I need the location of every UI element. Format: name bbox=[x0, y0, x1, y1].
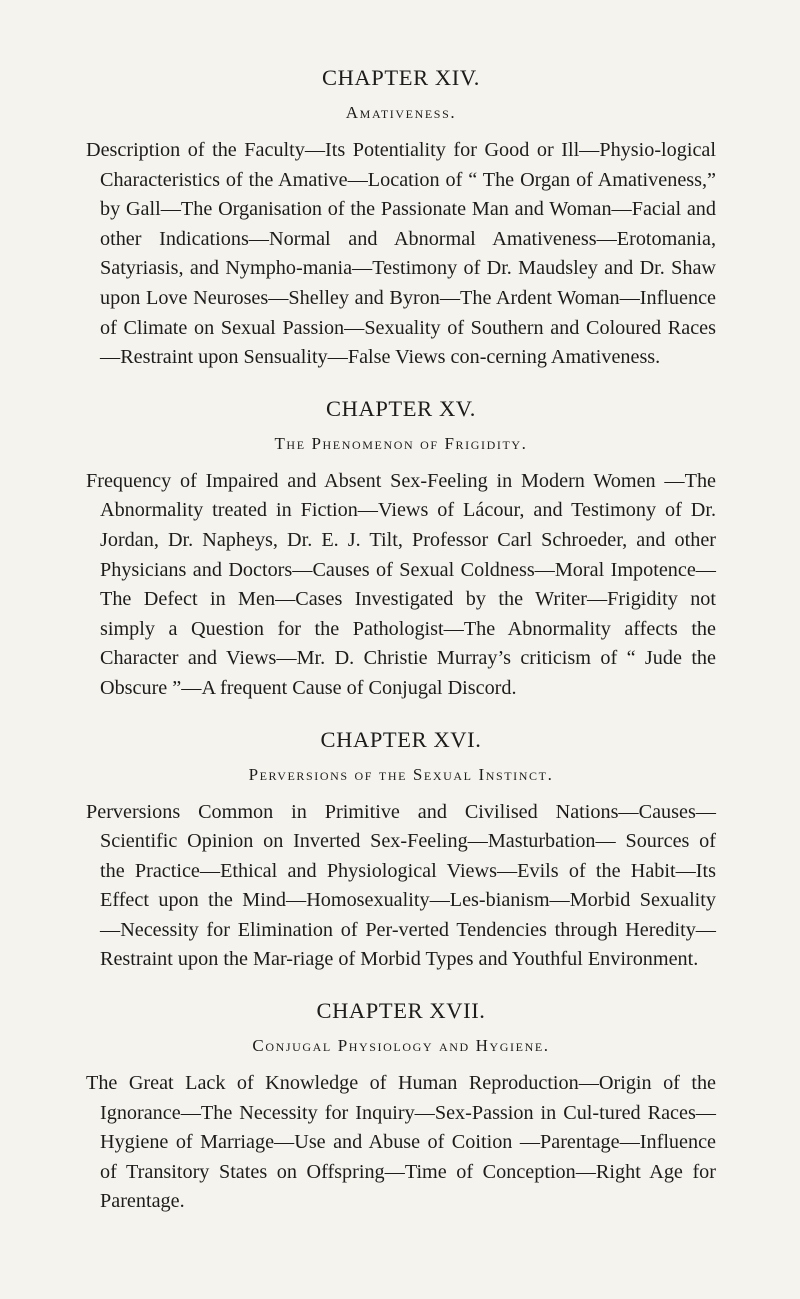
chapter-summary: Frequency of Impaired and Absent Sex-Feeling in Modern Women —The Abnormality treated in Fiction—Views of Lácour, and Testimony of Dr. Jordan, Dr. Napheys, Dr. E. J. Tilt, Professor Carl Schroeder, and other Physicians and Doctors—Causes of Sexual Coldness—Moral Impotence—The Defect in Men—Cases Investigated by the Writer—Frigidity not simply a Question for the Pathologist—The Abnormality affects the Character and Views—Mr. D. Christie Murray’s criticism of “ Jude the Obscure ”—A frequent Cause of Conjugal Discord. bbox=[86, 469, 716, 699]
chapter-title: Conjugal Physiology and Hygiene. bbox=[252, 1036, 550, 1056]
chapter-xvi bbox=[86, 726, 716, 976]
chapter-summary: Description of the Faculty—Its Potentiality for Good or Ill—Physio-logical Characteristics of the Amative—Location of “ The Organ of Amativeness,” by Gall—The Organisation of the Passionate Man and Woman—Facial and other Indications—Normal and Abnormal Amativeness—Erotomania, Satyriasis, and Nympho-mania—Testimony of Dr. Maudsley and Dr. Shaw upon Love Neuroses—Shelley and Byron—The Ardent Woman—Influence of Climate on Sexual Passion—Sexuality of Southern and Coloured Races—Restraint upon Sensuality—False Views con-cerning Amativeness. bbox=[86, 139, 716, 369]
chapter-heading: CHAPTER XVI. bbox=[320, 726, 482, 752]
chapter-xvii bbox=[86, 997, 716, 1217]
chapter-xiv bbox=[86, 64, 716, 373]
chapter-heading: CHAPTER XV. bbox=[326, 395, 476, 421]
chapter-summary: The Great Lack of Knowledge of Human Reproduction—Origin of the Ignorance—The Necessity for Inquiry—Sex-Passion in Cul-tured Races—Hygiene of Marriage—Use and Abuse of Coition —Parentage—Influence of Transitory States on Offspring—Time of Conception—Right Age for Parentage. bbox=[86, 1072, 716, 1213]
chapter-title: The Phenomenon of Frigidity. bbox=[274, 433, 528, 453]
chapter-xv bbox=[86, 395, 716, 704]
chapter-heading: CHAPTER XVII. bbox=[316, 998, 486, 1024]
chapter-heading: CHAPTER XIV. bbox=[321, 65, 481, 90]
chapter-title: Perversions of the Sexual Instinct. bbox=[248, 764, 554, 784]
chapter-title: Amativeness. bbox=[345, 103, 457, 122]
chapter-summary: Perversions Common in Primitive and Civilised Nations—Causes— Scientific Opinion on Inverted Sex-Feeling—Masturbation— Sources of the Practice—Ethical and Physiological Views—Evils of the Habit—Its Effect upon the Mind—Homosexuality—Les-bianism—Morbid Sexuality—Necessity for Elimination of Per-verted Tendencies through Heredity—Restraint upon the Mar-riage of Morbid Types and Youthful Environment. bbox=[86, 800, 716, 971]
